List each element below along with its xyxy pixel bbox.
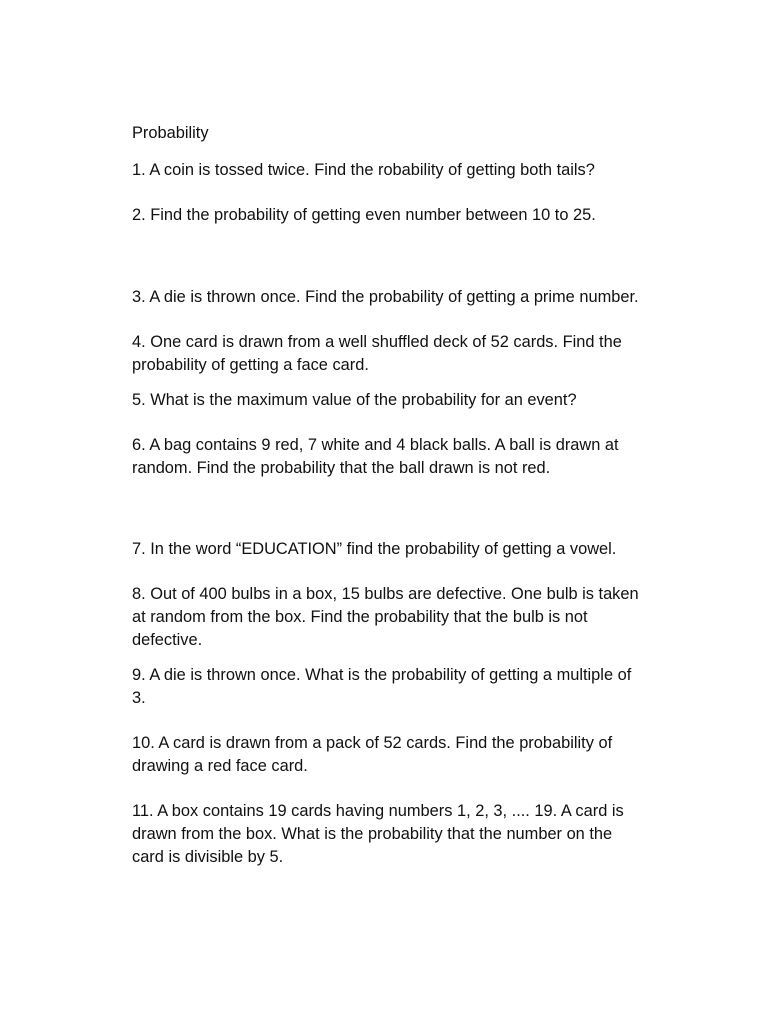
- question-7: 7. In the word “EDUCATION” find the probability of getting a vowel.: [132, 540, 617, 558]
- question-10: 10. A card is drawn from a pack of 52 cards. Find the probability of drawing a red face card.: [132, 734, 613, 775]
- question-8: 8. Out of 400 bulbs in a box, 15 bulbs are defective. One bulb is taken at random from the box. Find the probability that the bulb is not defective.: [132, 585, 639, 649]
- question-1: 1. A coin is tossed twice. Find the robability of getting both tails?: [132, 161, 595, 179]
- question-11: 11. A box contains 19 cards having numbers 1, 2, 3, .... 19. A card is drawn from the box. What is the probability that the number on the card is divisible by 5.: [132, 802, 624, 866]
- question-6: 6. A bag contains 9 red, 7 white and 4 black balls. A ball is drawn at random. Find the probability that the ball drawn is not red.: [132, 436, 619, 477]
- document-page: [132, 122, 647, 869]
- question-4: 4. One card is drawn from a well shuffled deck of 52 cards. Find the probability of getting a face card.: [132, 333, 622, 374]
- question-2: 2. Find the probability of getting even number between 10 to 25.: [132, 206, 596, 224]
- question-5: 5. What is the maximum value of the probability for an event?: [132, 391, 577, 409]
- document-title: Probability: [132, 124, 209, 142]
- question-3: 3. A die is thrown once. Find the probability of getting a prime number.: [132, 288, 639, 306]
- question-9: 9. A die is thrown once. What is the probability of getting a multiple of 3.: [132, 666, 632, 707]
